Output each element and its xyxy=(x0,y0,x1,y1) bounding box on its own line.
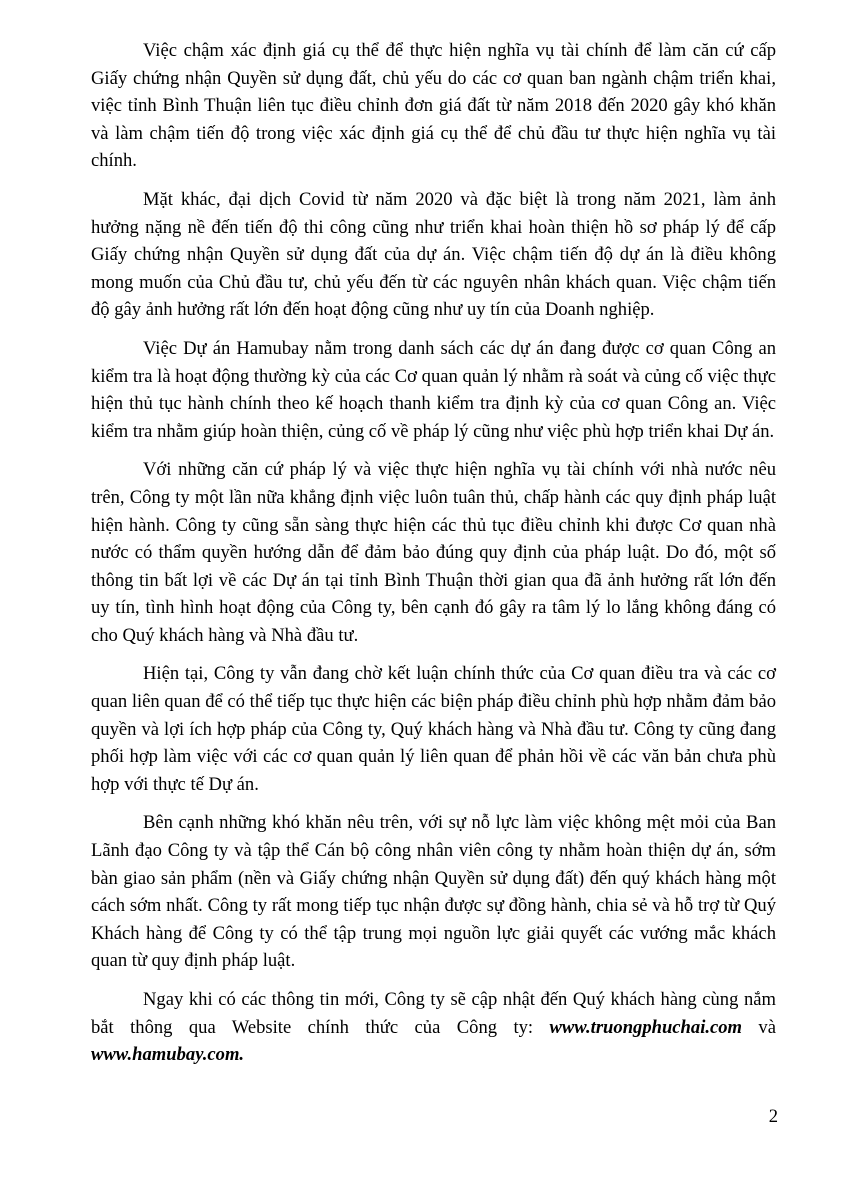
paragraph-hamubay-inspection: Việc Dự án Hamubay nằm trong danh sách các dự án đang được cơ quan Công an kiểm tra là hoạt động thường kỳ của các Cơ quan quản lý nhằm rà soát và củng cố việc thực hiện thủ tục hành chính theo kế hoạch thanh kiểm tra định kỳ của cơ quan Công an. Việc kiểm tra nhằm giúp hoàn thiện, củng cố về pháp lý cũng như việc phù hợp triển khai Dự án. xyxy=(91,337,776,442)
paragraph-closing xyxy=(91,986,776,1069)
paragraph-legal-compliance: Với những căn cứ pháp lý và việc thực hiện nghĩa vụ tài chính với nhà nước nêu trên, Công ty một lần nữa khẳng định việc luôn tuân thủ, chấp hành các quy định pháp luật hiện hành. Công ty cũng sẵn sàng thực hiện các thủ tục điều chỉnh khi được Cơ quan nhà nước có thẩm quyền hướng dẫn để đảm bảo đúng quy định của pháp luật. Do đó, một số thông tin bất lợi về các Dự án tại tỉnh Bình Thuận thời gian qua đã ảnh hưởng rất lớn đến uy tín, tình hình hoạt động của Công ty, bên cạnh đó gây ra tâm lý lo lắng không đáng có cho Quý khách hàng và Nhà đầu tư. xyxy=(91,459,776,646)
paragraph-land-price-delay: Việc chậm xác định giá cụ thể để thực hiện nghĩa vụ tài chính để làm căn cứ cấp Giấy chứng nhận Quyền sử dụng đất, chủ yếu do các cơ quan ban ngành chậm triển khai, việc tỉnh Bình Thuận liên tục điều chỉnh đơn giá đất từ năm 2018 đến 2020 gây khó khăn và làm chậm tiến độ trong việc xác định giá cụ thể để chủ đầu tư thực hiện nghĩa vụ tài chính. xyxy=(91,40,776,172)
document-body xyxy=(91,37,776,1080)
page-number: 2 xyxy=(768,1106,778,1127)
closing-text: Ngay khi có các thông tin mới, Công ty sẽ cập nhật đến Quý khách hàng cùng nắm bắt thông qua Website chính thức của Công ty: xyxy=(91,989,776,1038)
paragraph-covid-impact: Mặt khác, đại dịch Covid từ năm 2020 và đặc biệt là trong năm 2021, làm ảnh hưởng nặng nề đến tiến độ thi công cũng như triển khai hoàn thiện hồ sơ pháp lý để cấp Giấy chứng nhận Quyền sử dụng đất của dự án. Việc chậm tiến độ dự án là điều không mong muốn của Chủ đầu tư, chủ yếu đến từ các nguyên nhân khách quan. Việc chậm tiến độ gây ảnh hưởng rất lớn đến hoạt động cũng như uy tín của Doanh nghiệp. xyxy=(91,188,776,321)
website-link-hamubay[interactable]: www.hamubay.com. xyxy=(91,1044,245,1066)
website-link-truongphuchai[interactable]: www.truongphuchai.com xyxy=(549,1016,743,1038)
paragraph-awaiting-conclusion: Hiện tại, Công ty vẫn đang chờ kết luận chính thức của Cơ quan điều tra và các cơ quan liên quan để có thể tiếp tục thực hiện các biện pháp điều chỉnh phù hợp nhằm đảm bảo quyền và lợi ích hợp pháp của Công ty, Quý khách hàng và Nhà đầu tư. Công ty cũng đang phối hợp làm việc với các cơ quan quản lý liên quan để phản hồi về các văn bản chưa phù hợp với thực tế Dự án. xyxy=(91,663,776,795)
paragraph-company-efforts: Bên cạnh những khó khăn nêu trên, với sự nỗ lực làm việc không mệt mỏi của Ban Lãnh đạo Công ty và tập thể Cán bộ công nhân viên công ty nhằm hoàn thiện dự án, sớm bàn giao sản phẩm (nền và Giấy chứng nhận Quyền sử dụng đất) đến quý khách hàng một cách sớm nhất. Công ty rất mong tiếp tục nhận được sự đồng hành, chia sẻ và hỗ trợ từ Quý Khách hàng để Công ty có thể tập trung mọi nguồn lực giải quyết các vướng mắc khách quan từ quy định pháp luật. xyxy=(91,812,776,972)
closing-conjunction: và xyxy=(742,1016,776,1038)
